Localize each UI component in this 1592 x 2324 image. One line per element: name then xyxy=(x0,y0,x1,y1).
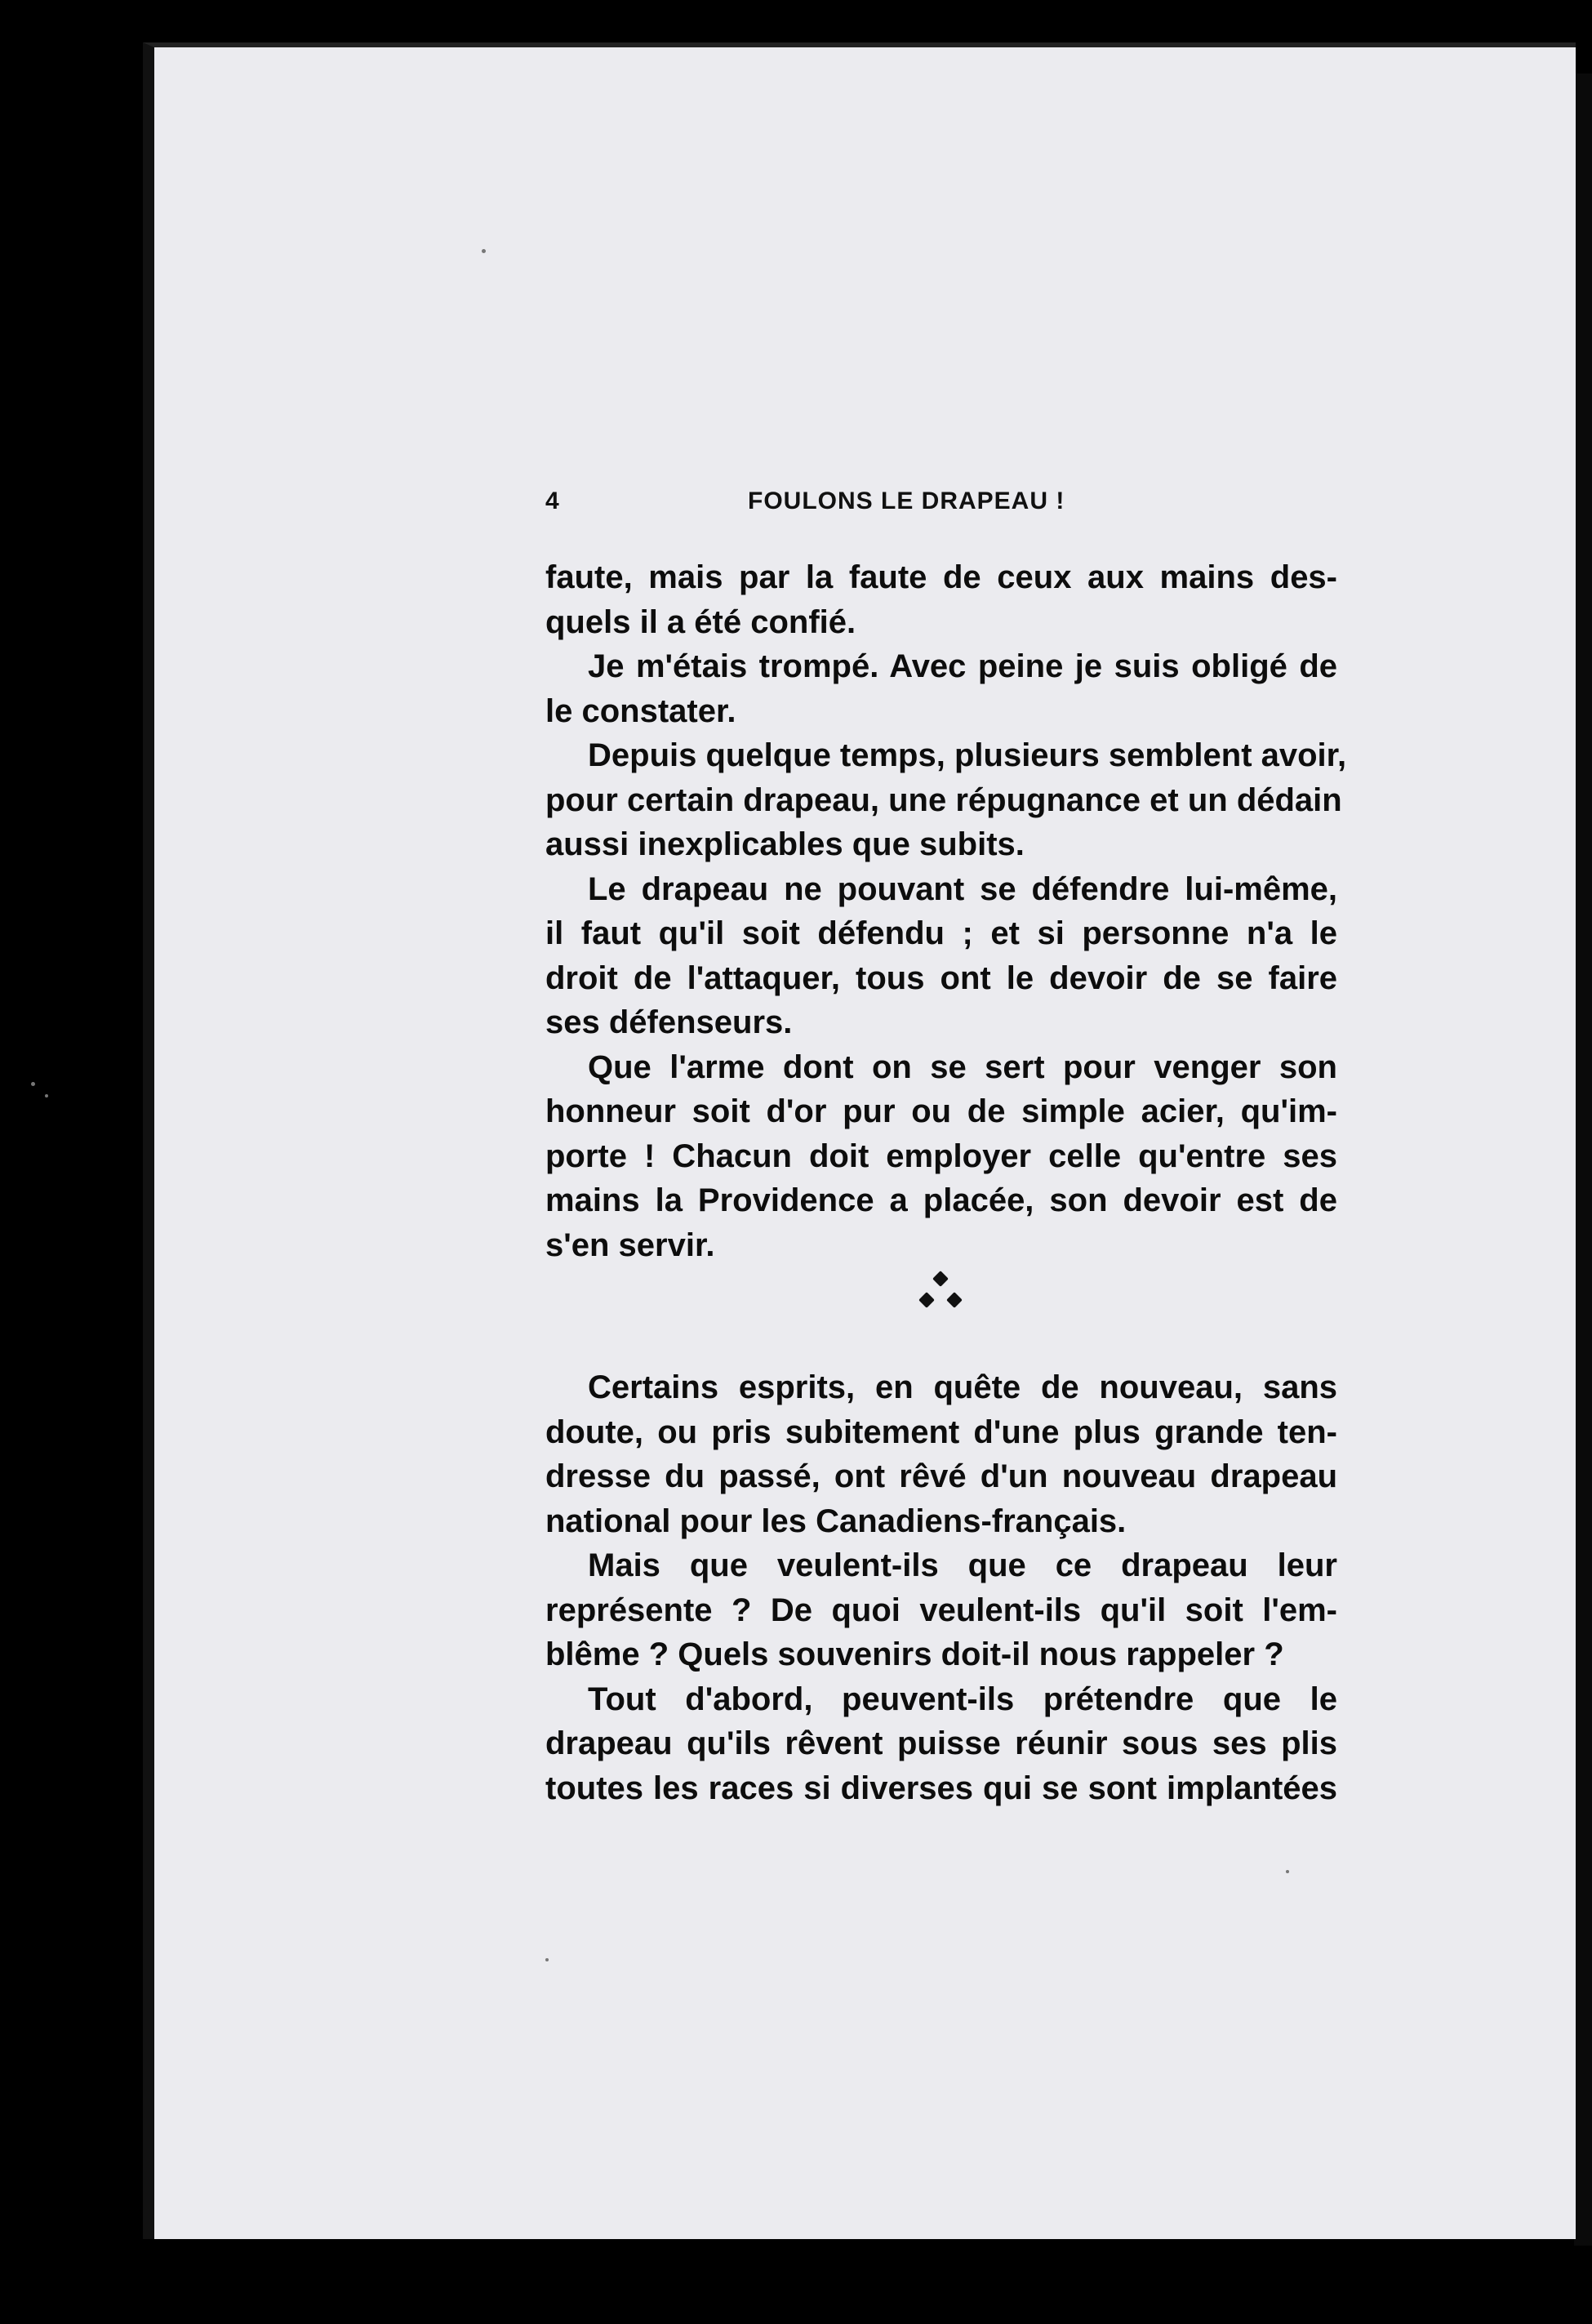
text-line: faute, mais par la faute de ceux aux mains des- xyxy=(545,559,1337,595)
text-line: pour certain drapeau, une répugnance et un dédain xyxy=(545,781,1342,818)
text-line: quels il a été confié. xyxy=(545,603,856,640)
text-line: Le drapeau ne pouvant se défendre lui-même, xyxy=(588,870,1337,907)
paragraph xyxy=(545,1045,1337,1268)
text-line: doute, ou pris subitement d'une plus grande ten- xyxy=(545,1414,1337,1450)
text-line: ses défenseurs. xyxy=(545,1004,793,1040)
text-line: toutes les races si diverses qui se sont implantées xyxy=(545,1770,1337,1806)
text-line: aussi inexplicables que subits. xyxy=(545,826,1025,862)
paragraph xyxy=(545,867,1337,1045)
text-line: blême ? Quels souvenirs doit-il nous rappeler ? xyxy=(545,1636,1284,1672)
text-line: drapeau qu'ils rêvent puisse réunir sous ses plis xyxy=(545,1725,1337,1761)
text-line: Tout d'abord, peuvent-ils prétendre que le xyxy=(588,1681,1337,1717)
text-line: droit de l'attaquer, tous ont le devoir de se faire xyxy=(545,959,1337,996)
asterism-ornament xyxy=(916,1270,965,1319)
text-section-1 xyxy=(545,555,1347,1267)
text-line: Que l'arme dont on se sert pour venger son xyxy=(588,1048,1337,1085)
text-line: le constater. xyxy=(545,692,736,729)
speck xyxy=(545,1958,549,1961)
paragraph xyxy=(545,1543,1337,1677)
paragraph xyxy=(545,555,1337,644)
text-line: s'en servir. xyxy=(545,1227,715,1263)
text-section-2 xyxy=(545,1365,1337,1810)
text-line: mains la Providence a placée, son devoir est de xyxy=(545,1182,1337,1218)
paragraph xyxy=(545,644,1337,733)
text-line: national pour les Canadiens-français. xyxy=(545,1503,1127,1539)
text-line: Je m'étais trompé. Avec peine je suis obligé de xyxy=(588,648,1337,684)
speck xyxy=(45,1094,48,1097)
page-number: 4 xyxy=(545,488,560,514)
running-title: FOULONS LE DRAPEAU ! xyxy=(748,488,1065,514)
speck xyxy=(482,249,486,253)
text-line: Depuis quelque temps, plusieurs semblent avoir, xyxy=(588,737,1347,773)
paragraph xyxy=(545,1365,1337,1543)
text-line: Mais que veulent-ils que ce drapeau leur xyxy=(588,1547,1337,1583)
text-line: dresse du passé, ont rêvé d'un nouveau drapeau xyxy=(545,1458,1337,1494)
page-edge xyxy=(1574,73,1592,2246)
paragraph xyxy=(545,1677,1337,1811)
running-head xyxy=(545,488,1133,520)
speck xyxy=(1286,1870,1289,1873)
paragraph xyxy=(545,733,1347,867)
text-line: honneur soit d'or pur ou de simple acier, qu'im- xyxy=(545,1093,1337,1129)
text-line: porte ! Chacun doit employer celle qu'entre ses xyxy=(545,1138,1337,1174)
speck xyxy=(31,1082,35,1086)
text-line: Certains esprits, en quête de nouveau, sans xyxy=(588,1369,1337,1405)
text-line: il faut qu'il soit défendu ; et si personne n'a le xyxy=(545,915,1337,951)
text-line: représente ? De quoi veulent-ils qu'il soit l'em- xyxy=(545,1592,1337,1628)
